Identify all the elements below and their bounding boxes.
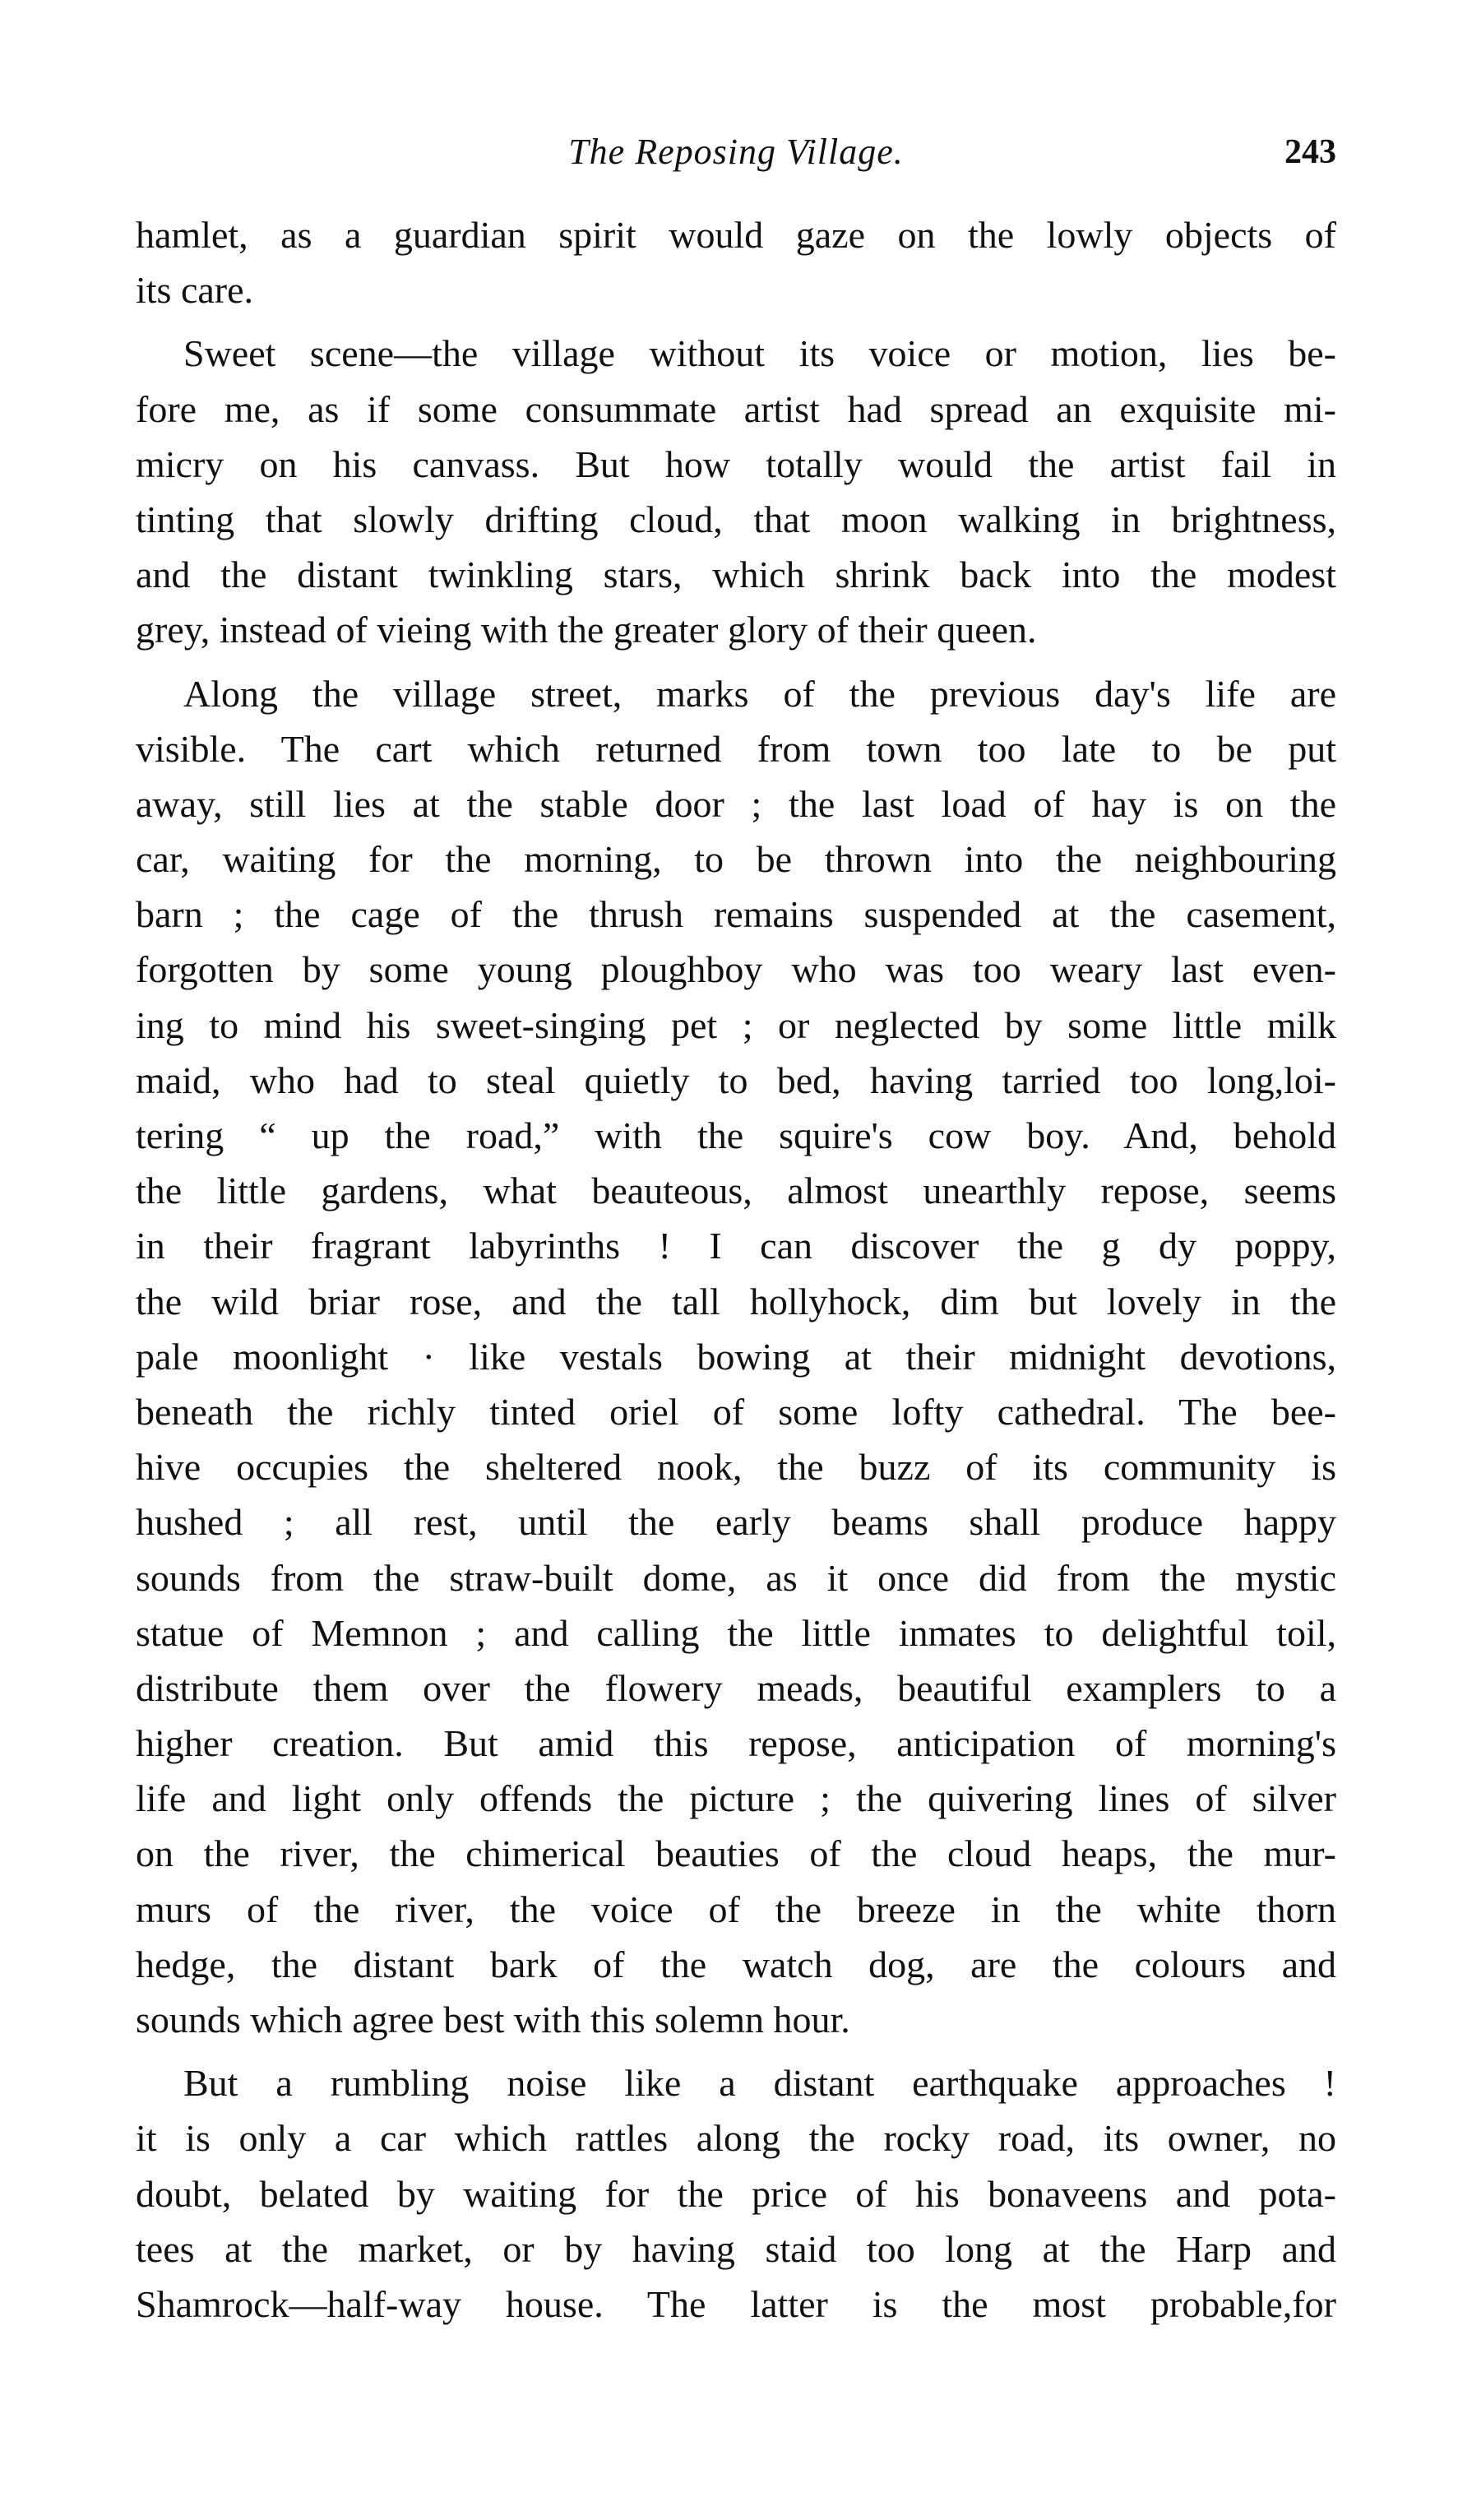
text-line: on the river, the chimerical beauties of the cloud heaps, the mur-: [136, 1832, 1336, 1875]
text-line: Shamrock—half-way house. The latter is the most probable,for: [136, 2282, 1336, 2325]
text-line: the little gardens, what beauteous, almost unearthly repose, seems: [136, 1170, 1336, 1212]
running-title: The Reposing Village.: [568, 132, 904, 172]
text-line: murs of the river, the voice of the breeze in the white thorn: [136, 1888, 1336, 1930]
text-line: Sweet scene—the village without its voice or motion, lies be-: [183, 332, 1336, 375]
text-line: hushed ; all rest, until the early beams shall produce happy: [136, 1501, 1336, 1544]
text-line: maid, who had to steal quietly to bed, having tarried too long,loi-: [136, 1058, 1336, 1101]
text-line: in their fragrant labyrinths ! I can discover the g dy poppy,: [136, 1225, 1336, 1267]
text-line: higher creation. But amid this repose, anticipation of morning's: [136, 1722, 1336, 1765]
paragraph-3: [136, 666, 1336, 2048]
text-line: sounds from the straw-built dome, as it once did from the mystic: [136, 1556, 1336, 1599]
text-line: the wild briar rose, and the tall hollyhock, dim but lovely in the: [136, 1280, 1336, 1323]
paragraph-4: [136, 2055, 1336, 2332]
text-line: hive occupies the sheltered nook, the buzz of its community is: [136, 1446, 1336, 1489]
paragraph-1: [136, 207, 1336, 317]
text-line: tees at the market, or by having staid too long at the Harp and: [136, 2227, 1336, 2270]
text-line: life and light only offends the picture ; the quivering lines of silver: [136, 1777, 1336, 1820]
text-line: tinting that slowly drifting cloud, that moon walking in brightness,: [136, 498, 1336, 540]
text-line: beneath the richly tinted oriel of some lofty cathedral. The bee-: [136, 1390, 1336, 1433]
text-line: its care.: [136, 269, 254, 312]
paragraph-2: [136, 326, 1336, 657]
text-line: visible. The cart which returned from town too late to be put: [136, 727, 1336, 770]
page-number: 243: [1284, 133, 1336, 171]
text-line: doubt, belated by waiting for the price of his bonaveens and pota-: [136, 2172, 1336, 2215]
running-head: [136, 123, 1336, 181]
text-line: away, still lies at the stable door ; the last load of hay is on the: [136, 782, 1336, 825]
body-text: [136, 207, 1336, 2332]
text-line: micry on his canvass. But how totally would the artist fail in: [136, 442, 1336, 485]
text-line: and the distant twinkling stars, which shrink back into the modest: [136, 554, 1336, 596]
text-line: barn ; the cage of the thrush remains suspended at the casement,: [136, 893, 1336, 936]
text-line: distribute them over the flowery meads, beautiful examplers to a: [136, 1666, 1336, 1709]
text-line: fore me, as if some consummate artist had spread an exquisite mi-: [136, 387, 1336, 430]
text-line: pale moonlight · like vestals bowing at their midnight devotions,: [136, 1335, 1336, 1378]
text-line: ing to mind his sweet-singing pet ; or neglected by some little milk: [136, 1003, 1336, 1046]
text-line: Along the village street, marks of the previous day's life are: [183, 672, 1336, 715]
text-line: car, waiting for the morning, to be thrown into the neighbouring: [136, 838, 1336, 881]
text-line: forgotten by some young ploughboy who was too weary last even-: [136, 948, 1336, 991]
text-line: sounds which agree best with this solemn hour.: [136, 1999, 850, 2041]
text-line: But a rumbling noise like a distant earthquake approaches !: [183, 2062, 1336, 2105]
text-line: it is only a car which rattles along the rocky road, its owner, no: [136, 2117, 1336, 2160]
text-line: statue of Memnon ; and calling the little inmates to delightful toil,: [136, 1611, 1336, 1654]
text-line: hamlet, as a guardian spirit would gaze on the lowly objects of: [136, 214, 1336, 256]
text-line: tering “ up the road,” with the squire's cow boy. And, behold: [136, 1114, 1336, 1156]
text-line: grey, instead of vieing with the greater glory of their queen.: [136, 609, 1037, 651]
text-line: hedge, the distant bark of the watch dog, are the colours and: [136, 1943, 1336, 1985]
